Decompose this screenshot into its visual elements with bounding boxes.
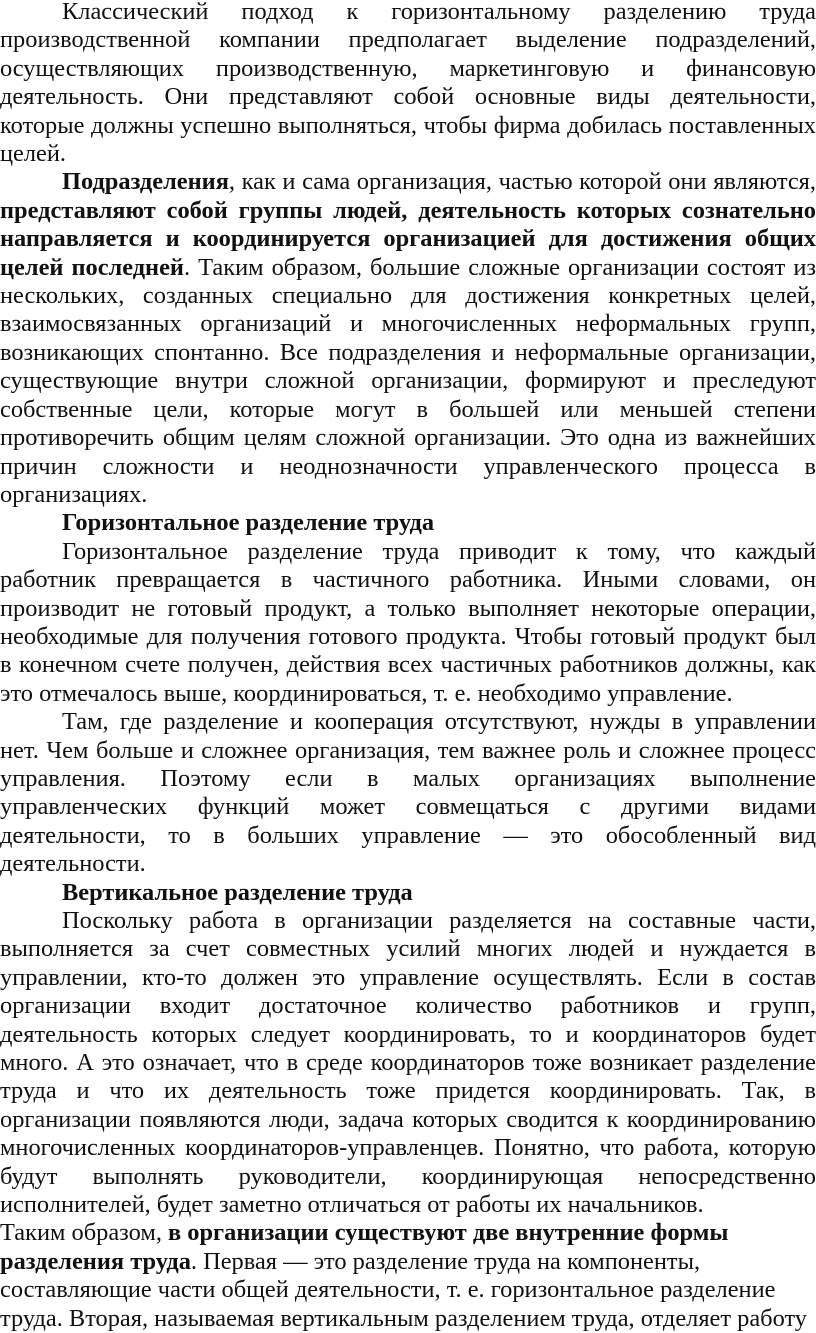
definition-bold: представляют собой группы людей, деятельность которых сознательно направляется и координируется организацией для достижения общих целей последней bbox=[0, 196, 816, 281]
text-span: . Первая — это разделение труда на компоненты, составляющие части общей деятельности, т. е. горизонтальное разделение труда. Вторая, называемая вертикальным разделением труда, отделяет работу bbox=[0, 1247, 807, 1332]
heading-vertical-division: Вертикальное разделение труда bbox=[62, 878, 413, 906]
term-subdivisions: Подразделения bbox=[62, 168, 229, 196]
paragraph-cooperation: Там, где разделение и кооперация отсутствуют, нужды в управлении нет. Чем больше и сложнее организация, тем важнее роль и сложнее процесс управления. Поэтому если в малых организациях выполнение управленческих функций может совмещаться с другими видами деятельности, то в больших управление — это обособленный вид деятельности. bbox=[0, 708, 816, 878]
two-forms-bold: в организации существуют две внутренние формы разделения труда bbox=[0, 1219, 729, 1275]
paragraph-vertical-division: Поскольку работа в организации разделяется на составные части, выполняется за счет совместных усилий многих людей и нуждается в управлении, кто-то должен это управление осуществлять. Если в состав организации входит достаточное количество работников и групп, деятельность которых следует координировать, то и координаторов будет много. А это означает, что в среде координаторов тоже возникает разделение труда и что их деятельность тоже придется координировать. Так, в организации появляются люди, задача которых сводится к координированию многочисленных координаторов-управленцев. Понятно, что работа, которую будут выполнять руководители, координирующая непосредственно исполнителей, будет заметно отличаться от работы их начальников. bbox=[0, 907, 816, 1219]
paragraph-classic-approach: Классический подход к горизонтальному разделению труда производственной компании предполагает выделение подразделений, осуществляющих производственную, маркетинговую и финансовую деятельность. Они представляют собой основные виды деятельности, которые должны успешно выполняться, чтобы фирма добилась поставленных целей. bbox=[0, 0, 816, 168]
heading-horizontal-division: Горизонтальное разделение труда bbox=[62, 509, 435, 537]
paragraph-horizontal-division: Горизонтальное разделение труда приводит к тому, что каждый работник превращается в частичного работника. Иными словами, он производит не готовый продукт, а только выполняет некоторые операции, необходимые для получения готового продукта. Чтобы готовый продукт был в конечном счете получен, действия всех частичных работников должны, как это отмечалось выше, координироваться, т. е. необходимо управление. bbox=[0, 537, 816, 707]
paragraph-two-forms bbox=[0, 1219, 816, 1333]
paragraph-subdivisions bbox=[0, 168, 816, 509]
text-span: , как и сама организация, частью которой они являются, bbox=[228, 168, 816, 196]
text-span: . Таким образом, большие сложные организации состоят из нескольких, созданных специально для достижения конкретных целей, взаимосвязанных организаций и многочисленных неформальных групп, возникающих спонтанно. Все подразделения и неформальные организации, существующие внутри сложной организации, формируют и преследуют собственные цели, которые могут в большей или меньшей степени противоречить общим целям сложной организации. Это одна из важнейших причин сложности и неоднозначности управленческого процесса в организациях. bbox=[0, 253, 816, 508]
text-span: Таким образом, bbox=[0, 1219, 169, 1247]
